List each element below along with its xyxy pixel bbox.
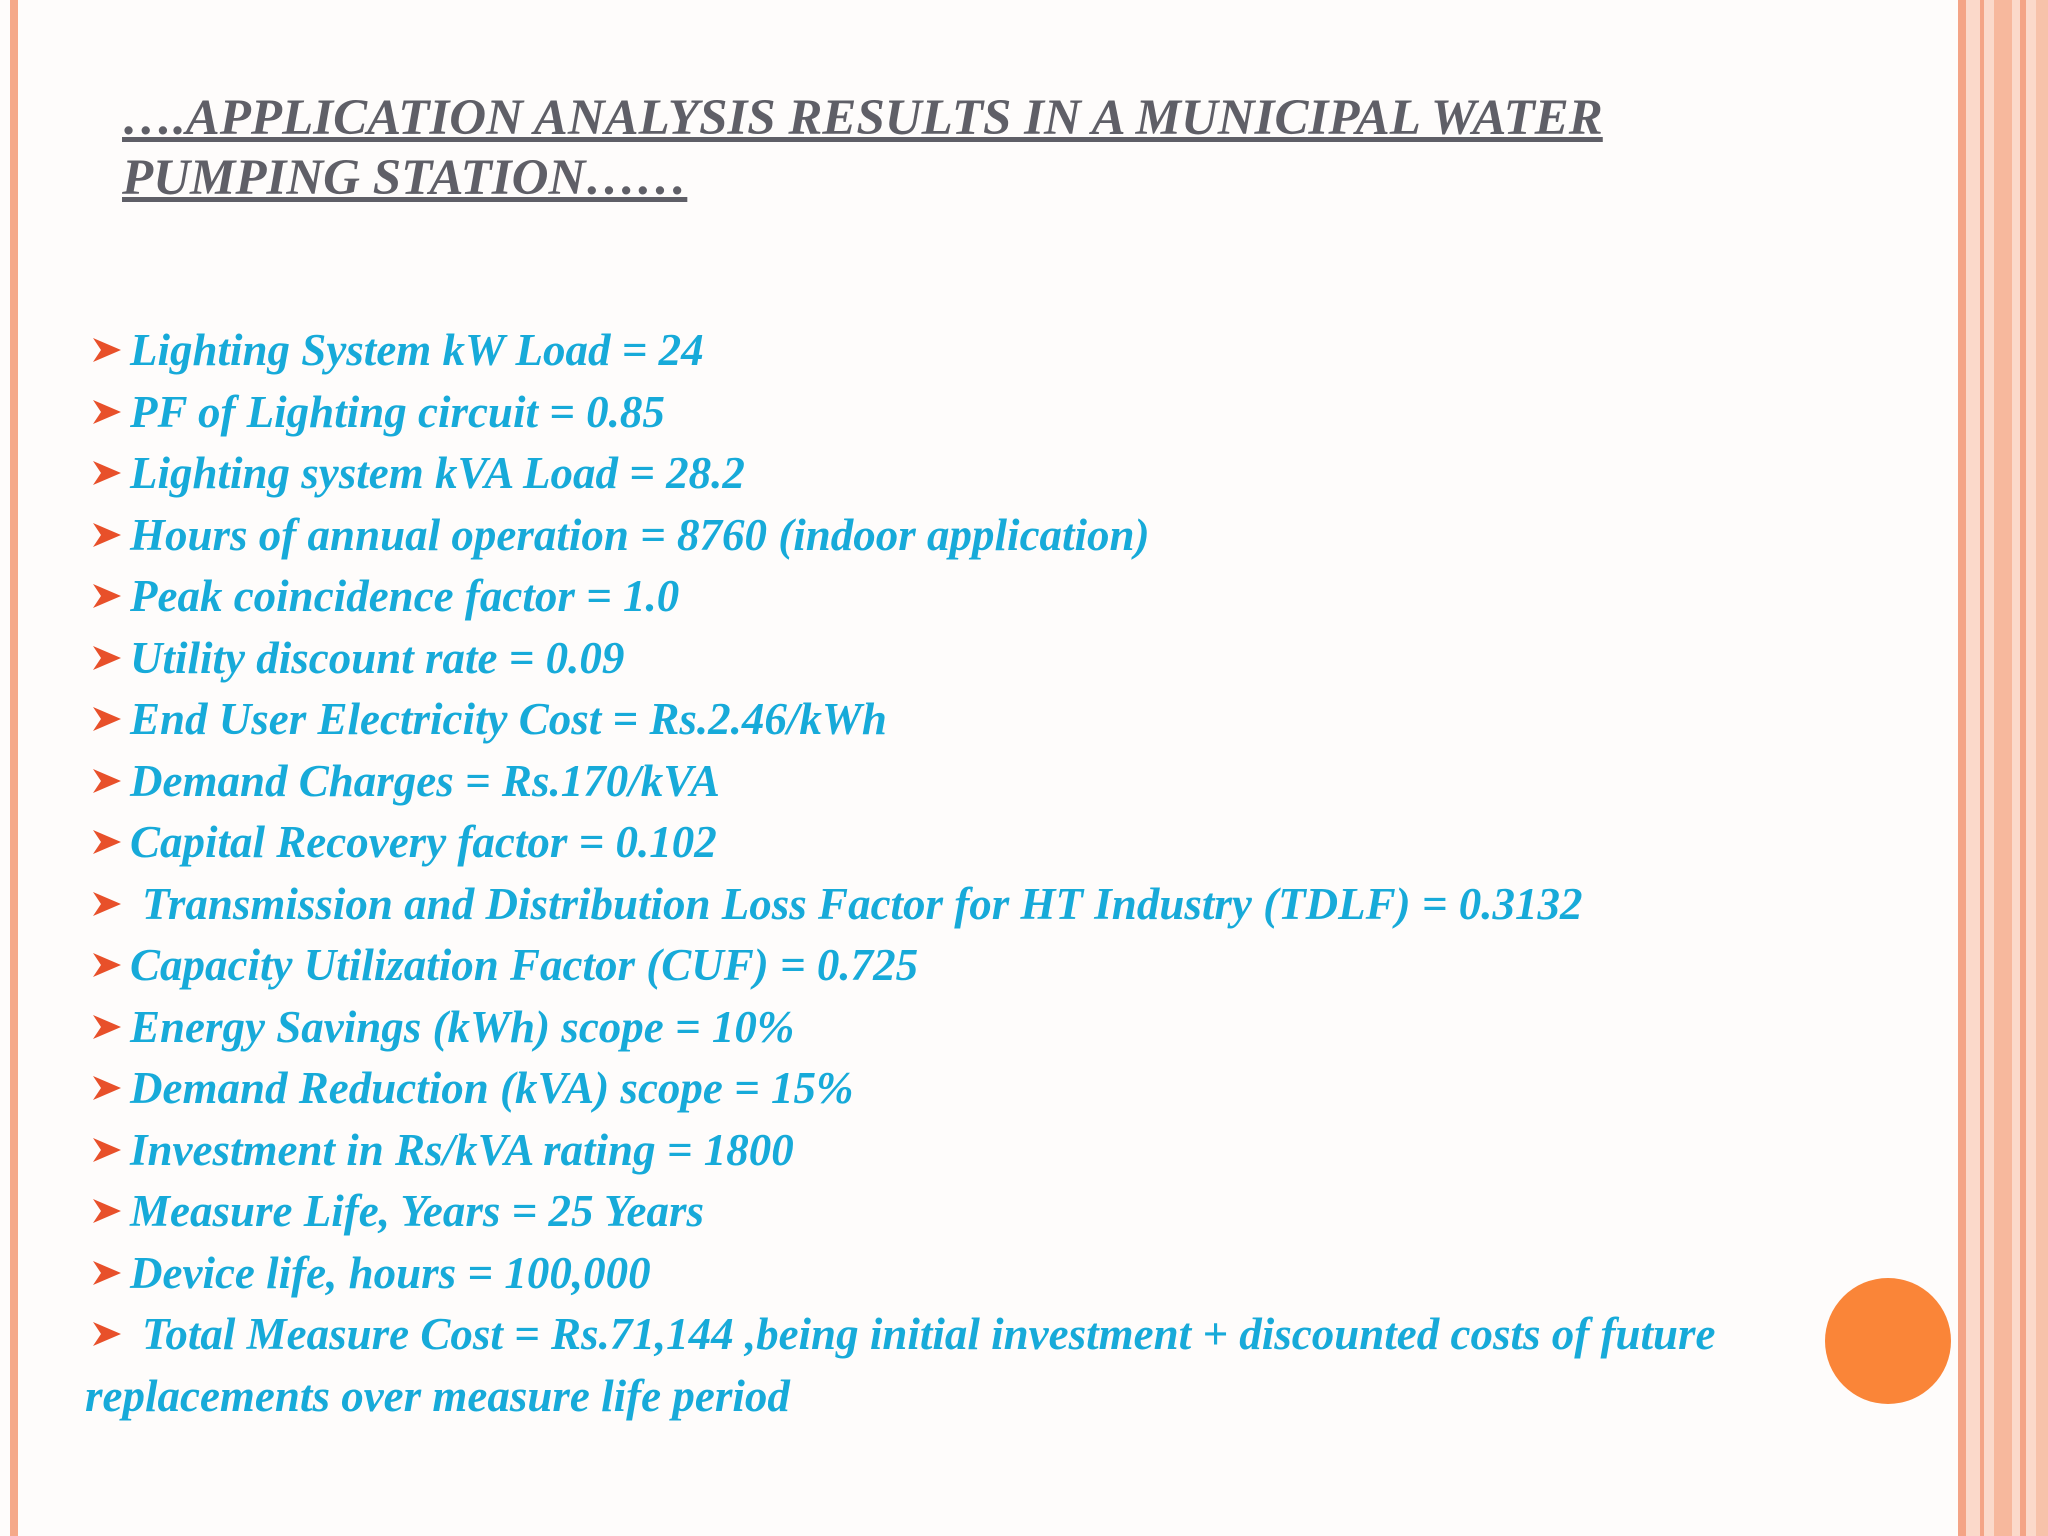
arrowhead-bullet-icon [91, 1136, 123, 1164]
bullet-text: Lighting system kVA Load = 28.2 [130, 448, 745, 498]
bullet-text: PF of Lighting circuit = 0.85 [130, 386, 665, 437]
right-decorative-stripes [1958, 0, 2048, 1536]
bullet-item [85, 566, 1820, 628]
bullet-item [85, 812, 1820, 874]
arrowhead-bullet-icon [91, 1320, 123, 1348]
arrowhead-bullet-icon [91, 951, 123, 979]
arrowhead-bullet-icon [91, 459, 123, 487]
arrowhead-bullet-icon [91, 1074, 123, 1102]
arrowhead-bullet-icon [91, 336, 123, 364]
bullet-item [85, 1058, 1820, 1120]
arrowhead-bullet-icon [91, 828, 123, 856]
bullet-item [85, 1243, 1820, 1305]
bullet-text: Demand Reduction (kVA) scope = 15% [130, 1063, 854, 1113]
arrowhead-bullet-icon [91, 705, 123, 733]
bullet-text: Capacity Utilization Factor (CUF) = 0.725 [130, 940, 919, 990]
bullet-text: Energy Savings (kWh) scope = 10% [130, 1001, 795, 1052]
bullet-text: Investment in Rs/kVA rating = 1800 [130, 1124, 794, 1175]
bullet-text: Lighting System kW Load = 24 [130, 325, 704, 375]
arrowhead-bullet-icon [91, 644, 123, 672]
bullet-item [85, 382, 1820, 444]
bullet-item [85, 505, 1820, 567]
bullet-item [85, 997, 1820, 1059]
bullet-text: Transmission and Distribution Loss Factor for HT Industry (TDLF) = 0.3132 [142, 878, 1583, 929]
arrowhead-bullet-icon [91, 767, 123, 795]
bullet-text: Utility discount rate = 0.09 [130, 632, 625, 683]
left-border-stripe [10, 0, 18, 1536]
bullet-text: Capital Recovery factor = 0.102 [130, 817, 717, 867]
arrowhead-bullet-icon [91, 890, 123, 918]
bullet-item [85, 935, 1820, 997]
arrowhead-bullet-icon [91, 398, 123, 426]
slide-title: ….APPLICATION ANALYSIS RESULTS IN A MUNICIPAL WATER PUMPING STATION…… [122, 90, 1603, 206]
bullet-item [85, 443, 1820, 505]
bullet-text: Device life, hours = 100,000 [130, 1247, 651, 1298]
bullet-item [85, 1120, 1820, 1182]
bullet-item [85, 320, 1820, 382]
bullet-text: Hours of annual operation = 8760 (indoor application) [130, 509, 1150, 560]
bullet-text: Peak coincidence factor = 1.0 [130, 571, 680, 621]
bullet-item [85, 689, 1820, 751]
bullet-text: End User Electricity Cost = Rs.2.46/kWh [130, 694, 887, 744]
bullet-item [85, 874, 1820, 936]
arrowhead-bullet-icon [91, 1013, 123, 1041]
arrowhead-bullet-icon [91, 1197, 123, 1225]
arrowhead-bullet-icon [91, 1259, 123, 1287]
arrowhead-bullet-icon [91, 582, 123, 610]
arrowhead-bullet-icon [91, 521, 123, 549]
bullet-item [85, 1181, 1820, 1243]
bullet-item [85, 628, 1820, 690]
bullet-text: Demand Charges = Rs.170/kVA [130, 755, 720, 806]
bullet-item [85, 1304, 1820, 1427]
bullet-text: Measure Life, Years = 25 Years [130, 1186, 704, 1236]
orange-circle-decoration [1825, 1278, 1951, 1404]
bullet-list [85, 320, 1820, 1427]
bullet-item [85, 751, 1820, 813]
bullet-text: Total Measure Cost = Rs.71,144 ,being initial investment + discounted costs of future replacements over measure life period [85, 1309, 1716, 1421]
